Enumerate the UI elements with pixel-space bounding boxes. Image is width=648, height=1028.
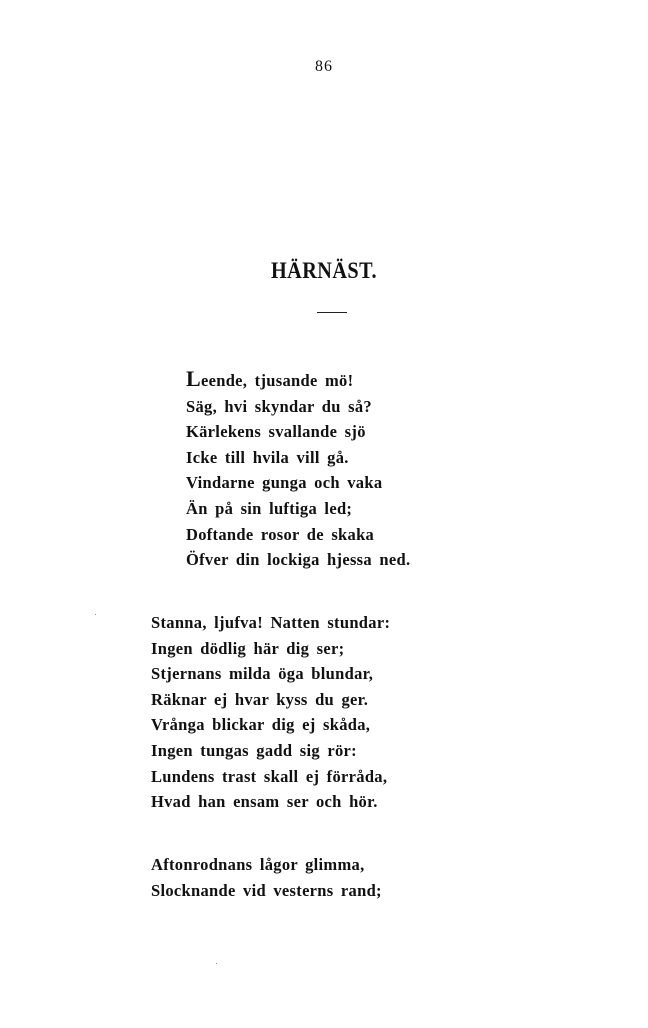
verse-line: Stjernans milda öga blundar,	[151, 664, 374, 684]
verse-line: Vrånga blickar dig ej skåda,	[151, 715, 371, 735]
verse-line: Stanna, ljufva! Natten stundar:	[151, 613, 391, 632]
title-rule	[317, 312, 347, 313]
verse-line: Ingen dödlig här dig ser;	[151, 638, 345, 658]
paper-speck	[95, 614, 96, 615]
verse-line: Hvad han ensam ser och hör.	[151, 792, 378, 812]
verse-line: Ingen tungas gadd sig rör:	[151, 740, 357, 760]
stanza-2	[151, 610, 390, 815]
verse-line: Räknar ej hvar kyss du ger.	[151, 689, 369, 709]
poem-title: HÄRNÄST.	[270, 258, 378, 283]
verse-line: Öfver din lockiga hjessa ned.	[186, 550, 411, 570]
verse-line: Vindarne gunga och vaka	[186, 473, 383, 493]
verse-line: Slocknande vid vesterns rand;	[151, 880, 382, 900]
verse-line: Säg, hvi skyndar du så?	[186, 396, 372, 416]
paper-speck	[216, 963, 217, 964]
verse-line: Doftande rosor de skaka	[186, 524, 375, 544]
verse-line: Lundens trast skall ej förråda,	[151, 766, 388, 786]
verse-line: Aftonrodnans lågor glimma,	[151, 855, 365, 874]
verse-line: Kärlekens svallande sjö	[186, 422, 366, 442]
verse-line: Än på sin luftiga led;	[186, 498, 353, 518]
verse-line	[186, 368, 410, 394]
page-number: 86	[315, 58, 333, 75]
verse-line: Icke till hvila vill gå.	[186, 447, 349, 467]
stanza-1	[186, 368, 410, 573]
stanza-3	[151, 852, 382, 903]
verse-line-text: eende, tjusande mö!	[200, 371, 354, 390]
drop-cap: L	[186, 366, 201, 391]
